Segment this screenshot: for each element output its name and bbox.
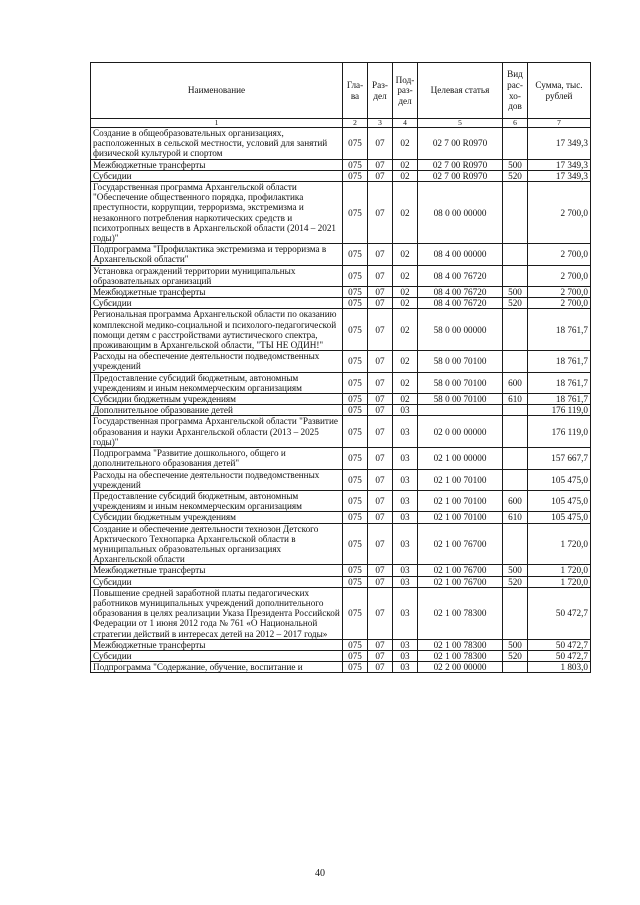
header-glava: Гла-ва (343, 63, 368, 119)
row-name: Расходы на обеспечение деятельности подведомственных учреждений (91, 351, 343, 372)
row-amount: 18 761,7 (528, 309, 591, 351)
row-expense-type: 520 (503, 298, 528, 309)
header-podrazdel: Под-раз-дел (393, 63, 418, 119)
table-row (91, 309, 591, 351)
row-target-article: 02 2 00 00000 (418, 662, 503, 673)
row-name: Создание в общеобразовательных организациях, расположенных в сельской местности, условий для занятий физической культурой и спортом (91, 128, 343, 160)
row-glava: 075 (343, 159, 368, 170)
row-podrazdel: 03 (393, 662, 418, 673)
table-row (91, 565, 591, 576)
column-number: 7 (528, 119, 591, 128)
row-razdel: 07 (368, 372, 393, 393)
row-amount: 1 720,0 (528, 565, 591, 576)
row-amount: 176 119,0 (528, 405, 591, 416)
row-expense-type: 500 (503, 639, 528, 650)
row-expense-type (503, 405, 528, 416)
row-podrazdel: 03 (393, 639, 418, 650)
row-amount: 18 761,7 (528, 372, 591, 393)
row-amount: 1 720,0 (528, 523, 591, 565)
row-podrazdel: 02 (393, 309, 418, 351)
table-row (91, 523, 591, 565)
row-razdel: 07 (368, 244, 393, 265)
table-row (91, 469, 591, 490)
row-name: Субсидии бюджетным учреждениям (91, 512, 343, 523)
row-podrazdel: 03 (393, 416, 418, 448)
row-expense-type (503, 587, 528, 639)
row-podrazdel: 02 (393, 287, 418, 298)
row-podrazdel: 02 (393, 244, 418, 265)
row-razdel: 07 (368, 512, 393, 523)
row-amount: 157 667,7 (528, 448, 591, 469)
row-podrazdel: 02 (393, 298, 418, 309)
column-number-row (91, 119, 591, 128)
row-glava: 075 (343, 469, 368, 490)
column-number: 4 (393, 119, 418, 128)
row-name: Подпрограмма "Содержание, обучение, воспитание и (91, 662, 343, 673)
row-razdel: 07 (368, 170, 393, 181)
row-podrazdel: 03 (393, 523, 418, 565)
row-razdel: 07 (368, 469, 393, 490)
row-glava: 075 (343, 265, 368, 286)
row-razdel: 07 (368, 182, 393, 244)
row-glava: 075 (343, 565, 368, 576)
row-podrazdel: 03 (393, 512, 418, 523)
table-row (91, 351, 591, 372)
row-name: Создание и обеспечение деятельности технозон Детского Арктического Технопарка Архангельской области в муниципальных образовательных организациях Архангельской области (91, 523, 343, 565)
row-amount: 50 472,7 (528, 587, 591, 639)
row-amount: 18 761,7 (528, 351, 591, 372)
table-row (91, 298, 591, 309)
table-row (91, 512, 591, 523)
row-expense-type (503, 128, 528, 160)
row-name: Субсидии (91, 650, 343, 661)
row-razdel: 07 (368, 128, 393, 160)
table-row (91, 394, 591, 405)
row-name: Межбюджетные трансферты (91, 639, 343, 650)
row-razdel: 07 (368, 309, 393, 351)
table-row (91, 416, 591, 448)
row-razdel: 07 (368, 159, 393, 170)
row-glava: 075 (343, 287, 368, 298)
header-sum: Сумма, тыс. рублей (528, 63, 591, 119)
row-name: Субсидии бюджетным учреждениям (91, 394, 343, 405)
row-amount: 17 349,3 (528, 159, 591, 170)
row-glava: 075 (343, 351, 368, 372)
table-row (91, 372, 591, 393)
page-number: 40 (315, 868, 325, 879)
row-target-article: 02 1 00 00000 (418, 448, 503, 469)
row-expense-type (503, 662, 528, 673)
row-razdel: 07 (368, 490, 393, 511)
row-amount: 2 700,0 (528, 182, 591, 244)
row-podrazdel: 03 (393, 490, 418, 511)
row-target-article: 02 7 00 R0970 (418, 128, 503, 160)
row-podrazdel: 03 (393, 565, 418, 576)
table-row (91, 448, 591, 469)
row-expense-type: 610 (503, 512, 528, 523)
row-glava: 075 (343, 576, 368, 587)
table-row (91, 182, 591, 244)
row-glava: 075 (343, 182, 368, 244)
row-razdel: 07 (368, 587, 393, 639)
row-glava: 075 (343, 405, 368, 416)
row-amount: 2 700,0 (528, 244, 591, 265)
table-row (91, 405, 591, 416)
row-amount: 2 700,0 (528, 298, 591, 309)
row-amount: 18 761,7 (528, 394, 591, 405)
column-number: 3 (368, 119, 393, 128)
row-amount: 1 803,0 (528, 662, 591, 673)
table-row (91, 662, 591, 673)
row-amount: 50 472,7 (528, 639, 591, 650)
row-glava: 075 (343, 309, 368, 351)
table-row (91, 587, 591, 639)
column-number: 5 (418, 119, 503, 128)
row-glava: 075 (343, 372, 368, 393)
row-glava: 075 (343, 523, 368, 565)
row-glava: 075 (343, 490, 368, 511)
row-target-article: 02 1 00 78300 (418, 650, 503, 661)
row-glava: 075 (343, 298, 368, 309)
column-number: 2 (343, 119, 368, 128)
row-expense-type (503, 416, 528, 448)
row-target-article: 02 1 00 70100 (418, 490, 503, 511)
table-row (91, 265, 591, 286)
row-target-article: 58 0 00 00000 (418, 309, 503, 351)
row-amount: 1 720,0 (528, 576, 591, 587)
row-amount: 176 119,0 (528, 416, 591, 448)
row-podrazdel: 03 (393, 448, 418, 469)
row-expense-type: 500 (503, 159, 528, 170)
table-header-row (91, 63, 591, 119)
header-target: Целевая статья (418, 63, 503, 119)
row-name: Государственная программа Архангельской области "Развитие образования и науки Архангельской области (2013 – 2025 годы)" (91, 416, 343, 448)
row-name: Дополнительное образование детей (91, 405, 343, 416)
row-expense-type (503, 351, 528, 372)
row-expense-type (503, 469, 528, 490)
row-name: Расходы на обеспечение деятельности подведомственных учреждений (91, 469, 343, 490)
table-row (91, 576, 591, 587)
row-razdel: 07 (368, 394, 393, 405)
row-expense-type (503, 265, 528, 286)
row-target-article: 08 4 00 00000 (418, 244, 503, 265)
row-amount: 17 349,3 (528, 128, 591, 160)
table-row (91, 244, 591, 265)
header-name: Наименование (91, 63, 343, 119)
row-name: Межбюджетные трансферты (91, 287, 343, 298)
table-row (91, 490, 591, 511)
row-name: Предоставление субсидий бюджетным, автономным учреждениям и иным некоммерческим организациям (91, 490, 343, 511)
table-row (91, 650, 591, 661)
row-expense-type: 610 (503, 394, 528, 405)
column-number: 1 (91, 119, 343, 128)
row-expense-type: 500 (503, 565, 528, 576)
row-name: Подпрограмма "Развитие дошкольного, общего и дополнительного образования детей" (91, 448, 343, 469)
row-amount: 2 700,0 (528, 287, 591, 298)
row-glava: 075 (343, 394, 368, 405)
row-razdel: 07 (368, 416, 393, 448)
row-expense-type (503, 182, 528, 244)
row-razdel: 07 (368, 298, 393, 309)
row-target-article: 02 1 00 78300 (418, 587, 503, 639)
row-podrazdel: 02 (393, 351, 418, 372)
row-glava: 075 (343, 650, 368, 661)
row-target-article: 58 0 00 70100 (418, 394, 503, 405)
row-amount: 105 475,0 (528, 490, 591, 511)
budget-table (90, 62, 591, 673)
row-glava: 075 (343, 128, 368, 160)
row-expense-type (503, 309, 528, 351)
table-row (91, 639, 591, 650)
row-podrazdel: 02 (393, 170, 418, 181)
row-podrazdel: 03 (393, 469, 418, 490)
table-body (91, 128, 591, 673)
row-expense-type (503, 244, 528, 265)
row-expense-type: 600 (503, 372, 528, 393)
row-expense-type: 520 (503, 170, 528, 181)
row-expense-type: 600 (503, 490, 528, 511)
row-amount: 2 700,0 (528, 265, 591, 286)
row-amount: 50 472,7 (528, 650, 591, 661)
row-amount: 17 349,3 (528, 170, 591, 181)
row-target-article: 08 4 00 76720 (418, 265, 503, 286)
row-name: Межбюджетные трансферты (91, 159, 343, 170)
row-razdel: 07 (368, 523, 393, 565)
row-target-article: 02 7 00 R0970 (418, 159, 503, 170)
row-glava: 075 (343, 512, 368, 523)
row-razdel: 07 (368, 662, 393, 673)
row-razdel: 07 (368, 405, 393, 416)
row-target-article: 02 1 00 70100 (418, 469, 503, 490)
row-target-article: 02 7 00 R0970 (418, 170, 503, 181)
header-vid: Вид рас-хо-дов (503, 63, 528, 119)
column-number: 6 (503, 119, 528, 128)
table-row (91, 287, 591, 298)
row-target-article: 58 0 00 70100 (418, 351, 503, 372)
row-target-article: 02 1 00 76700 (418, 565, 503, 576)
row-name: Межбюджетные трансферты (91, 565, 343, 576)
row-expense-type: 520 (503, 576, 528, 587)
row-razdel: 07 (368, 287, 393, 298)
row-target-article: 02 1 00 76700 (418, 576, 503, 587)
row-name: Региональная программа Архангельской области по оказанию комплексной медико-социальной и психолого-педагогической помощи детям с расстройствами аутистического спектра, проживающим в Архангельской области, "ТЫ НЕ ОДИН!" (91, 309, 343, 351)
row-podrazdel: 02 (393, 372, 418, 393)
row-razdel: 07 (368, 351, 393, 372)
row-podrazdel: 03 (393, 587, 418, 639)
row-target-article (418, 405, 503, 416)
row-podrazdel: 03 (393, 576, 418, 587)
row-amount: 105 475,0 (528, 469, 591, 490)
table-row (91, 159, 591, 170)
row-name: Государственная программа Архангельской области "Обеспечение общественного порядка, профилактика преступности, коррупции, терроризма, экстремизма и незаконного потребления наркотических средств и психотропных веществ в Архангельской области (2014 – 2021 годы)" (91, 182, 343, 244)
row-glava: 075 (343, 170, 368, 181)
table-row (91, 128, 591, 160)
row-razdel: 07 (368, 576, 393, 587)
row-podrazdel: 03 (393, 650, 418, 661)
row-target-article: 58 0 00 70100 (418, 372, 503, 393)
table-row (91, 170, 591, 181)
row-razdel: 07 (368, 565, 393, 576)
row-target-article: 08 4 00 76720 (418, 287, 503, 298)
row-name: Установка ограждений территории муниципальных образовательных организаций (91, 265, 343, 286)
row-razdel: 07 (368, 265, 393, 286)
row-name: Предоставление субсидий бюджетным, автономным учреждениям и иным некоммерческим организациям (91, 372, 343, 393)
row-razdel: 07 (368, 448, 393, 469)
row-expense-type: 520 (503, 650, 528, 661)
row-glava: 075 (343, 587, 368, 639)
row-razdel: 07 (368, 639, 393, 650)
row-podrazdel: 02 (393, 128, 418, 160)
row-podrazdel: 02 (393, 159, 418, 170)
row-podrazdel: 03 (393, 405, 418, 416)
row-amount: 105 475,0 (528, 512, 591, 523)
header-razdel: Раз-дел (368, 63, 393, 119)
row-name: Субсидии (91, 298, 343, 309)
row-target-article: 02 0 00 00000 (418, 416, 503, 448)
row-name: Субсидии (91, 576, 343, 587)
row-glava: 075 (343, 244, 368, 265)
row-expense-type (503, 448, 528, 469)
row-name: Субсидии (91, 170, 343, 181)
row-expense-type: 500 (503, 287, 528, 298)
row-target-article: 08 4 00 76720 (418, 298, 503, 309)
row-target-article: 08 0 00 00000 (418, 182, 503, 244)
row-target-article: 02 1 00 76700 (418, 523, 503, 565)
row-glava: 075 (343, 662, 368, 673)
row-target-article: 02 1 00 78300 (418, 639, 503, 650)
row-name: Повышение средней заработной платы педагогических работников муниципальных учреждений дополнительного образования в целях реализации Указа Президента Российской Федерации от 1 июня 2012 года № 761 «О Национальной стратегии действий в интересах детей на 2012 – 2017 годы» (91, 587, 343, 639)
row-name: Подпрограмма "Профилактика экстремизма и терроризма в Архангельской области" (91, 244, 343, 265)
row-expense-type (503, 523, 528, 565)
row-podrazdel: 02 (393, 265, 418, 286)
row-razdel: 07 (368, 650, 393, 661)
row-glava: 075 (343, 416, 368, 448)
row-podrazdel: 02 (393, 182, 418, 244)
row-podrazdel: 02 (393, 394, 418, 405)
row-target-article: 02 1 00 70100 (418, 512, 503, 523)
row-glava: 075 (343, 448, 368, 469)
row-glava: 075 (343, 639, 368, 650)
